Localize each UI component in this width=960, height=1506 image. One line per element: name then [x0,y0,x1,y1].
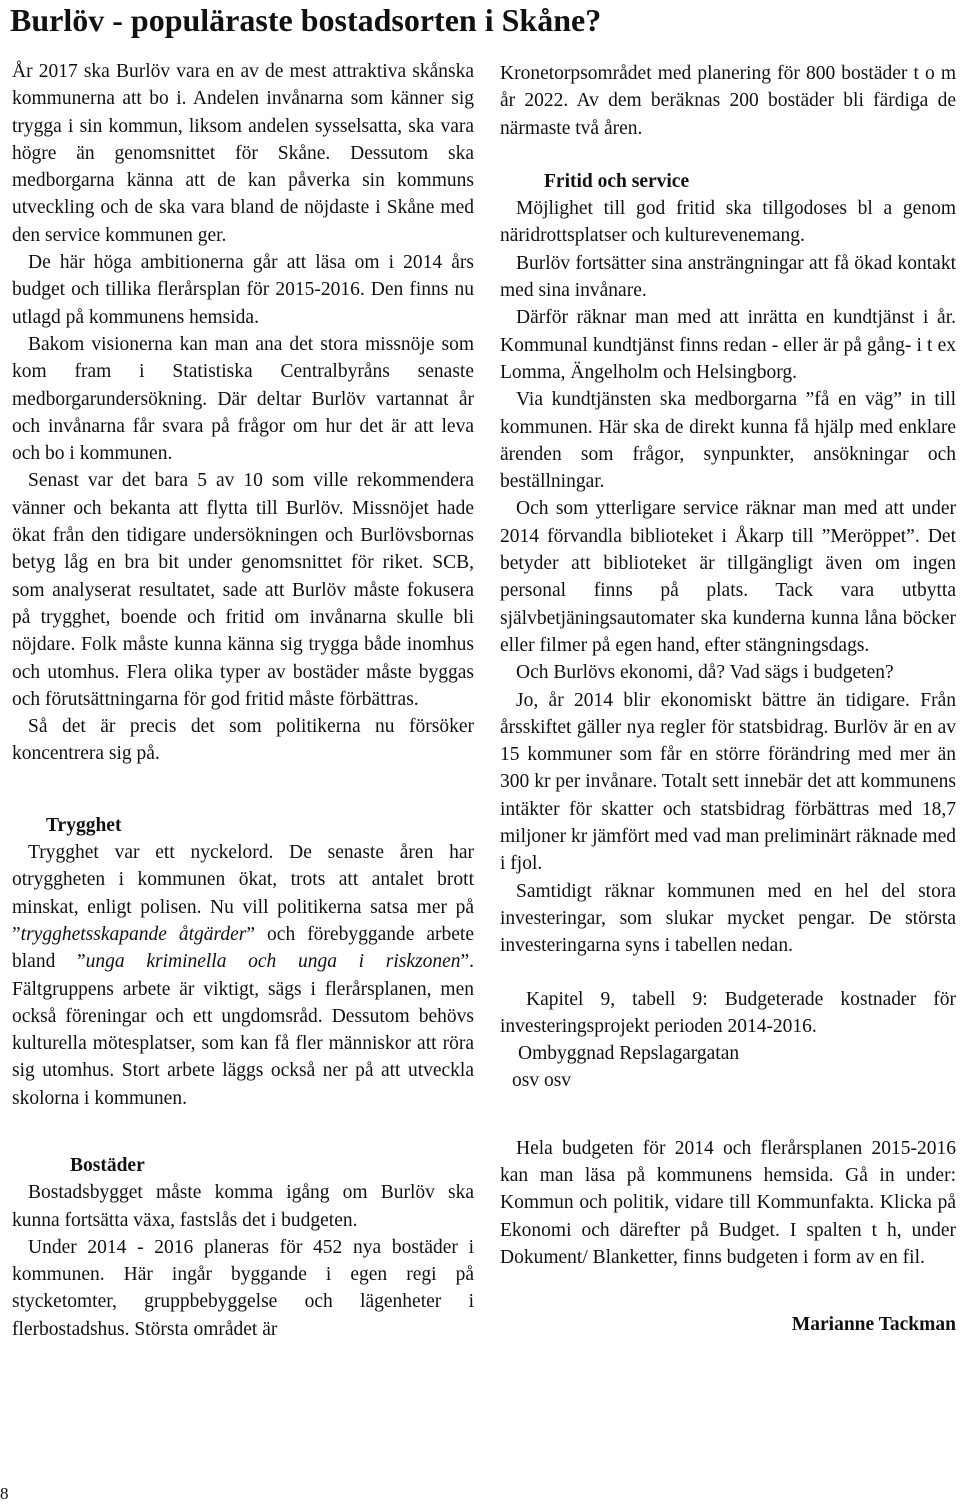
trygghet-text-start: Trygghet var ett nyckelord. De senaste åren har otryggheten i kommunen ökat, trots att antalet brott minskat, enligt polisen. Nu vill politikerna satsa mer på ” [12,842,474,945]
page-number: 8 [0,1484,9,1503]
article-title: Burlöv - populäraste bostadsorten i Skåne? [10,2,602,38]
fritid-paragraph-2: Burlöv fortsätter sina ansträngningar att få ökad kontakt med sina invånare. [500,252,956,302]
trygghet-emphasis-2: unga kriminella och unga i riskzonen [85,951,461,973]
ambitions-paragraph: De här höga ambitionerna går att läsa om i 2014 års budget och tillika flerårsplan för 2015-2016. Den finns nu utlagd på kommunens hemsida. [12,252,474,328]
fritid-paragraph-4: Via kundtjänsten ska medborgarna ”få en väg” in till kommunen. Här ska de direkt kunna få hjälp med enklare ärenden som frågor, synpunkter, ansökningar och beställningar. [500,389,956,493]
trygghet-paragraph [12,839,474,1112]
bostader-paragraph-1: Bostadsbygget måste komma igång om Burlöv ska kunna fortsätta växa, fastslås det i budgeten. [12,1182,474,1231]
dissatisfaction-paragraph: Senast var det bara 5 av 10 som ville rekommendera vänner och bekanta att flytta till Burlöv. Missnöjet hade ökat från den tidigare undersökningen och Burlövsbornas betyg låg en bra bit under genomsnittet för riket. SCB, som analyserat resultatet, sade att Burlöv måste fokusera på trygghet, boende och fritid om invånarna skulle bli nöjdare. Folk måste kunna känna sig trygga både inomhus och utomhus. Flera olika typer av bostäder måste byggas och förutsättningarna för god fritid måste förbättras. [12,470,474,710]
left-column [12,58,474,1343]
bostader-heading: Bostäder [70,1154,145,1176]
table-caption: Kapitel 9, tabell 9: Budgeterade kostnader för investeringsprojekt perioden 2014-2016. [500,988,956,1037]
trygghet-heading: Trygghet [46,814,122,836]
survey-paragraph: Bakom visionerna kan man ana det stora missnöje som kom fram i Statistiska Centralbyråns senaste medborgarundersökning. Där deltar Burlöv vartannat år och invånarna får svara på frågor om hur det är att leva och bo i kommunen. [12,333,474,465]
author-byline: Marianne Tackman [791,1314,956,1336]
trygghet-emphasis-1: trygghetsskapande åtgärder [20,923,247,945]
fritid-paragraph-1: Möjlighet till god fritid ska tillgodoses bl a genom näridrottsplatser och kulturevenemang. [500,198,956,247]
trygghet-text-mid: ” och förebyggande arbete bland ” [12,923,475,973]
investments-paragraph: Samtidigt räknar kommunen med en hel del stora investeringar, som slukar mycket pengar. De största investeringarna syns i tabellen nedan. [500,880,956,957]
fritid-paragraph-3: Därför räknar man med att inrätta en kundtjänst i år. Kommunal kundtjänst finns redan - eller är på gång- i t ex Lomma, Ängelholm och Helsingborg. [500,307,956,383]
politicians-paragraph: Så det är precis det som politikerna nu försöker koncentrera sig på. [12,716,474,765]
table-row-etc: osv osv [512,1070,572,1092]
fritid-paragraph-5: Och som ytterligare service räknar man med att under 2014 förvandla biblioteket i Åkarp till ”Meröppet”. Det betyder att biblioteket är tillgängligt även om ingen personal finns på plats. Tack vara utbytta självbetjäningsautomater ska kunderna kunna låna böcker eller filmer på egen hand, efter stängningsdags. [500,498,956,656]
bostader-paragraph-2: Under 2014 - 2016 planeras för 452 nya bostäder i kommunen. Här ingår byggande i egen regi på stycketomter, gruppbebyggelse och lägenheter i flerbostadshus. Största området är [12,1236,474,1340]
ekonomi-question: Och Burlövs ekonomi, då? Vad sägs i budgeten? [516,662,894,684]
right-column [500,60,956,1338]
trygghet-text-end: ”. Fältgruppens arbete är viktigt, sägs i flerårsplanen, men också föreningar och ett ungdomsråd. Dessutom behövs kulturella mötesplatser, som kan få fler människor att röra sig utomhus. Stort arbete läggs också ner på att utveckla skolorna i kommunen. [12,951,475,1109]
kronetorp-paragraph: Kronetorpsområdet med planering för 800 bostäder t o m år 2022. Av dem beräknas 200 bostäder bli färdiga de närmaste två åren. [500,63,956,139]
intro-paragraph: År 2017 ska Burlöv vara en av de mest attraktiva skånska kommunerna att bo i. Andelen invånarna som känner sig trygga i sin kommun, liksom andelen sysselsatta, ska vara högre än genomsnittet för Skåne. Dessutom ska medborgarna känna att de kan påverka sin kommuns utveckling och de ska vara bland de nöjdaste i Skåne med den service kommunen ger. [12,61,474,246]
fritid-heading: Fritid och service [544,170,690,192]
table-row-item: Ombyggnad Repslagargatan [518,1043,740,1065]
ekonomi-paragraph: Jo, år 2014 blir ekonomiskt bättre än tidigare. Från årsskiftet gäller nya regler för statsbidrag. Burlöv är en av 15 kommuner som får en större förändring med mer än 300 kr per invånare. Totalt sett innebär det att kommunens intäkter för skatter och statsbidrag förbättras med 18,7 miljoner kr jämfört med vad man preliminärt räknade med i fjol. [500,689,956,875]
budget-link-paragraph: Hela budgeten för 2014 och flerårsplanen 2015-2016 kan man läsa på kommunens hemsida. Gå in under: Kommun och politik, vidare till Kommunfakta. Klicka på Ekonomi och därefter på Budget. I spalten t h, under Dokument/ Blanketter, finns budgeten i form av en fil. [500,1137,956,1268]
